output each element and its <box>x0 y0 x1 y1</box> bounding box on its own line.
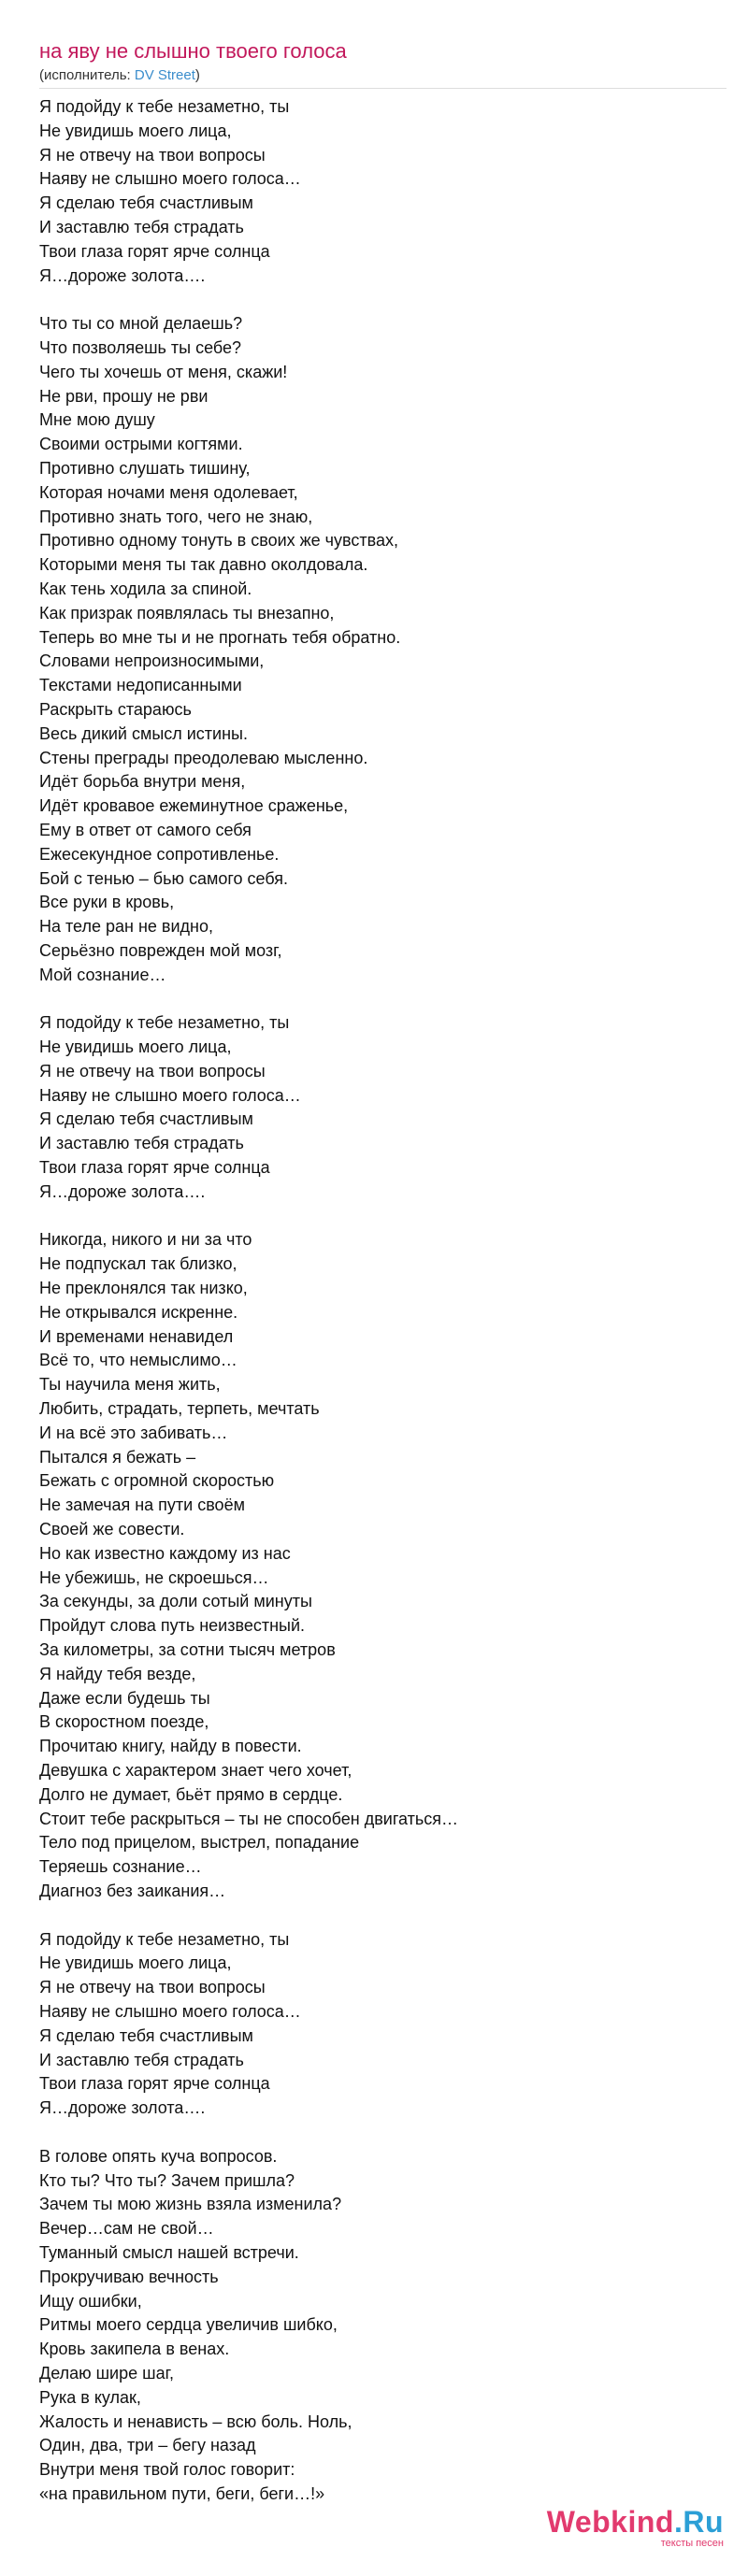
lyric-line: И заставлю тебя страдать <box>39 1134 244 1153</box>
lyric-line: Я сделаю тебя счастливым <box>39 1109 253 1129</box>
page-title: на яву не слышно твоего голоса <box>39 39 347 63</box>
lyric-line: Бой с тенью – бью самого себя. <box>39 868 289 888</box>
lyric-line: Всё то, что немыслимо… <box>39 1351 237 1370</box>
lyric-line: Раскрыть стараюсь <box>39 699 192 719</box>
lyric-line: Кто ты? Что ты? Зачем пришла? <box>39 2170 295 2190</box>
stanza <box>39 1228 731 1903</box>
logo-tagline: тексты песен <box>660 2538 724 2549</box>
lyric-line: На теле ран не видно, <box>39 917 213 937</box>
lyric-line: Что ты со мной делаешь? <box>39 314 243 334</box>
logo-wordmark <box>547 2505 724 2540</box>
lyric-line: Бежать с огромной скоростью <box>39 1471 275 1491</box>
lyric-line: Туманный смысл нашей встречи. <box>39 2242 299 2262</box>
lyric-line: За секунды, за доли сотый минуты <box>39 1592 312 1611</box>
lyric-line: И заставлю тебя страдать <box>39 217 244 236</box>
lyric-line: Не открывался искренне. <box>39 1302 238 1322</box>
lyric-line: Не подпускал так близко, <box>39 1254 237 1274</box>
lyrics-body <box>39 95 731 2530</box>
lyric-line: Не увидишь моего лица, <box>39 1953 232 1973</box>
lyric-line: Ищу ошибки, <box>39 2291 142 2311</box>
lyric-line: Идёт борьба внутри меня, <box>39 772 246 792</box>
lyric-line: Ему в ответ от самого себя <box>39 820 252 839</box>
lyric-line: Теряешь сознание… <box>39 1857 202 1877</box>
lyric-line: Все руки в кровь, <box>39 893 175 912</box>
lyric-line: Наяву не слышно моего голоса… <box>39 1085 301 1105</box>
lyric-line: Своей же совести. <box>39 1520 185 1539</box>
lyric-line: Я не отвечу на твои вопросы <box>39 145 266 165</box>
lyric-line: Кровь закипела в венах. <box>39 2340 230 2359</box>
stanza <box>39 1011 731 1204</box>
lyric-line: Серьёзно поврежден мой мозг, <box>39 940 282 960</box>
lyric-line: Что позволяешь ты себе? <box>39 337 242 357</box>
lyric-line: Вечер…сам не свой… <box>39 2219 214 2239</box>
stanza <box>39 1928 731 2121</box>
lyric-line: Противно знать того, чего не знаю, <box>39 507 313 526</box>
lyric-line: Стоит тебе раскрыться – ты не способен двигаться… <box>39 1809 458 1828</box>
lyric-line: Рука в кулак, <box>39 2387 141 2407</box>
lyric-line: Я подойду к тебе незаметно, ты <box>39 1929 290 1949</box>
lyric-line: Не замечая на пути своём <box>39 1496 245 1515</box>
lyric-line: Делаю шире шаг, <box>39 2363 174 2383</box>
lyric-line: Твои глаза горят ярче солнца <box>39 2074 270 2094</box>
lyric-line: Как тень ходила за спиной. <box>39 579 252 598</box>
artist-prefix: (исполнитель: <box>39 67 135 83</box>
lyric-line: Диагноз без заикания… <box>39 1881 226 1900</box>
lyric-line: Ритмы моего сердца увеличив шибко, <box>39 2315 338 2335</box>
logo-tld: .Ru <box>673 2505 724 2539</box>
lyric-line: Я…дороже золота…. <box>39 1181 206 1201</box>
lyric-line: Идёт кровавое ежеминутное сраженье, <box>39 796 349 816</box>
lyric-line: Я сделаю тебя счастливым <box>39 193 253 213</box>
lyric-line: В голове опять куча вопросов. <box>39 2146 278 2166</box>
lyric-line: Пройдут слова путь неизвестный. <box>39 1616 306 1636</box>
lyric-line: Я…дороже золота…. <box>39 2098 206 2118</box>
lyric-line: Весь дикий смысл истины. <box>39 723 248 743</box>
lyric-line: Стены преграды преодолеваю мысленно. <box>39 748 368 767</box>
artist-line <box>39 67 200 83</box>
logo-name: Webkind <box>546 2505 674 2539</box>
lyric-line: Твои глаза горят ярче солнца <box>39 1158 270 1178</box>
lyric-line: Я сделаю тебя счастливым <box>39 2025 253 2045</box>
lyric-line: Мой сознание… <box>39 965 166 984</box>
lyric-line: Долго не думает, бьёт прямо в сердце. <box>39 1784 343 1804</box>
lyric-line: И заставлю тебя страдать <box>39 2050 244 2069</box>
lyric-line: Я найду тебя везде, <box>39 1664 196 1683</box>
stanza <box>39 95 731 288</box>
lyric-line: Ты научила меня жить, <box>39 1375 221 1395</box>
lyric-line: Мне мою душу <box>39 410 155 430</box>
artist-link[interactable]: DV Street <box>134 67 195 83</box>
lyric-line: Зачем ты мою жизнь взяла изменила? <box>39 2195 342 2214</box>
lyric-line: Ежесекундное сопротивленье. <box>39 844 280 864</box>
lyric-line: Текстами недописанными <box>39 676 242 695</box>
lyric-line: Тело под прицелом, выстрел, попадание <box>39 1833 360 1853</box>
lyric-line: Внутри меня твой голос говорит: <box>39 2460 295 2480</box>
lyric-line: Которая ночами меня одолевает, <box>39 482 298 502</box>
lyric-line: Не увидишь моего лица, <box>39 121 232 140</box>
lyric-line: Наяву не слышно моего голоса… <box>39 169 301 189</box>
lyric-line: Но как известно каждому из нас <box>39 1543 291 1563</box>
stanza <box>39 312 731 987</box>
header-divider <box>39 88 726 89</box>
lyric-line: Которыми меня ты так давно околдовала. <box>39 555 368 575</box>
lyric-line: Никогда, никого и ни за что <box>39 1230 252 1250</box>
lyric-line: Девушка с характером знает чего хочет, <box>39 1760 352 1780</box>
lyric-line: Наяву не слышно моего голоса… <box>39 2001 301 2021</box>
lyric-line: Я…дороже золота…. <box>39 265 206 285</box>
stanza <box>39 2145 731 2507</box>
lyric-line: Противно одному тонуть в своих же чувствах, <box>39 531 399 551</box>
lyric-line: Любить, страдать, терпеть, мечтать <box>39 1399 320 1419</box>
lyric-line: Жалость и ненависть – всю боль. Ноль, <box>39 2411 352 2431</box>
lyric-line: Я подойду к тебе незаметно, ты <box>39 1013 290 1033</box>
lyric-line: «на правильном пути, беги, беги…!» <box>39 2483 325 2503</box>
lyric-line: Даже если будешь ты <box>39 1688 210 1708</box>
lyric-line: Противно слушать тишину, <box>39 458 251 478</box>
lyric-line: Теперь во мне ты и не прогнать тебя обратно. <box>39 627 401 647</box>
lyric-line: Своими острыми когтями. <box>39 435 243 454</box>
lyric-line: Не увидишь моего лица, <box>39 1038 232 1057</box>
lyric-line: В скоростном поезде, <box>39 1712 209 1732</box>
lyric-line: Не убежишь, не скроешься… <box>39 1567 269 1587</box>
lyric-line: Чего ты хочешь от меня, скажи! <box>39 362 288 381</box>
lyric-line: Пытался я бежать – <box>39 1447 196 1467</box>
lyric-line: Один, два, три – бегу назад <box>39 2436 256 2455</box>
lyric-line: Твои глаза горят ярче солнца <box>39 241 270 261</box>
lyric-line: Я не отвечу на твои вопросы <box>39 1978 266 1997</box>
lyric-line: И временами ненавидел <box>39 1326 234 1346</box>
lyric-line: Как призрак появлялась ты внезапно, <box>39 603 335 623</box>
site-logo[interactable] <box>547 2505 724 2549</box>
lyric-line: Прокручиваю вечность <box>39 2267 219 2286</box>
lyric-line: Я не отвечу на твои вопросы <box>39 1061 266 1080</box>
lyric-line: За километры, за сотни тысяч метров <box>39 1640 336 1659</box>
lyric-line: Прочитаю книгу, найду в повести. <box>39 1737 302 1756</box>
lyric-line: Словами непроизносимыми, <box>39 651 265 671</box>
lyric-line: Не преклонялся так низко, <box>39 1279 248 1298</box>
lyric-line: И на всё это забивать… <box>39 1423 228 1442</box>
artist-suffix: ) <box>194 67 200 83</box>
lyric-line: Не рви, прошу не рви <box>39 386 209 406</box>
lyric-line: Я подойду к тебе незаметно, ты <box>39 97 290 116</box>
